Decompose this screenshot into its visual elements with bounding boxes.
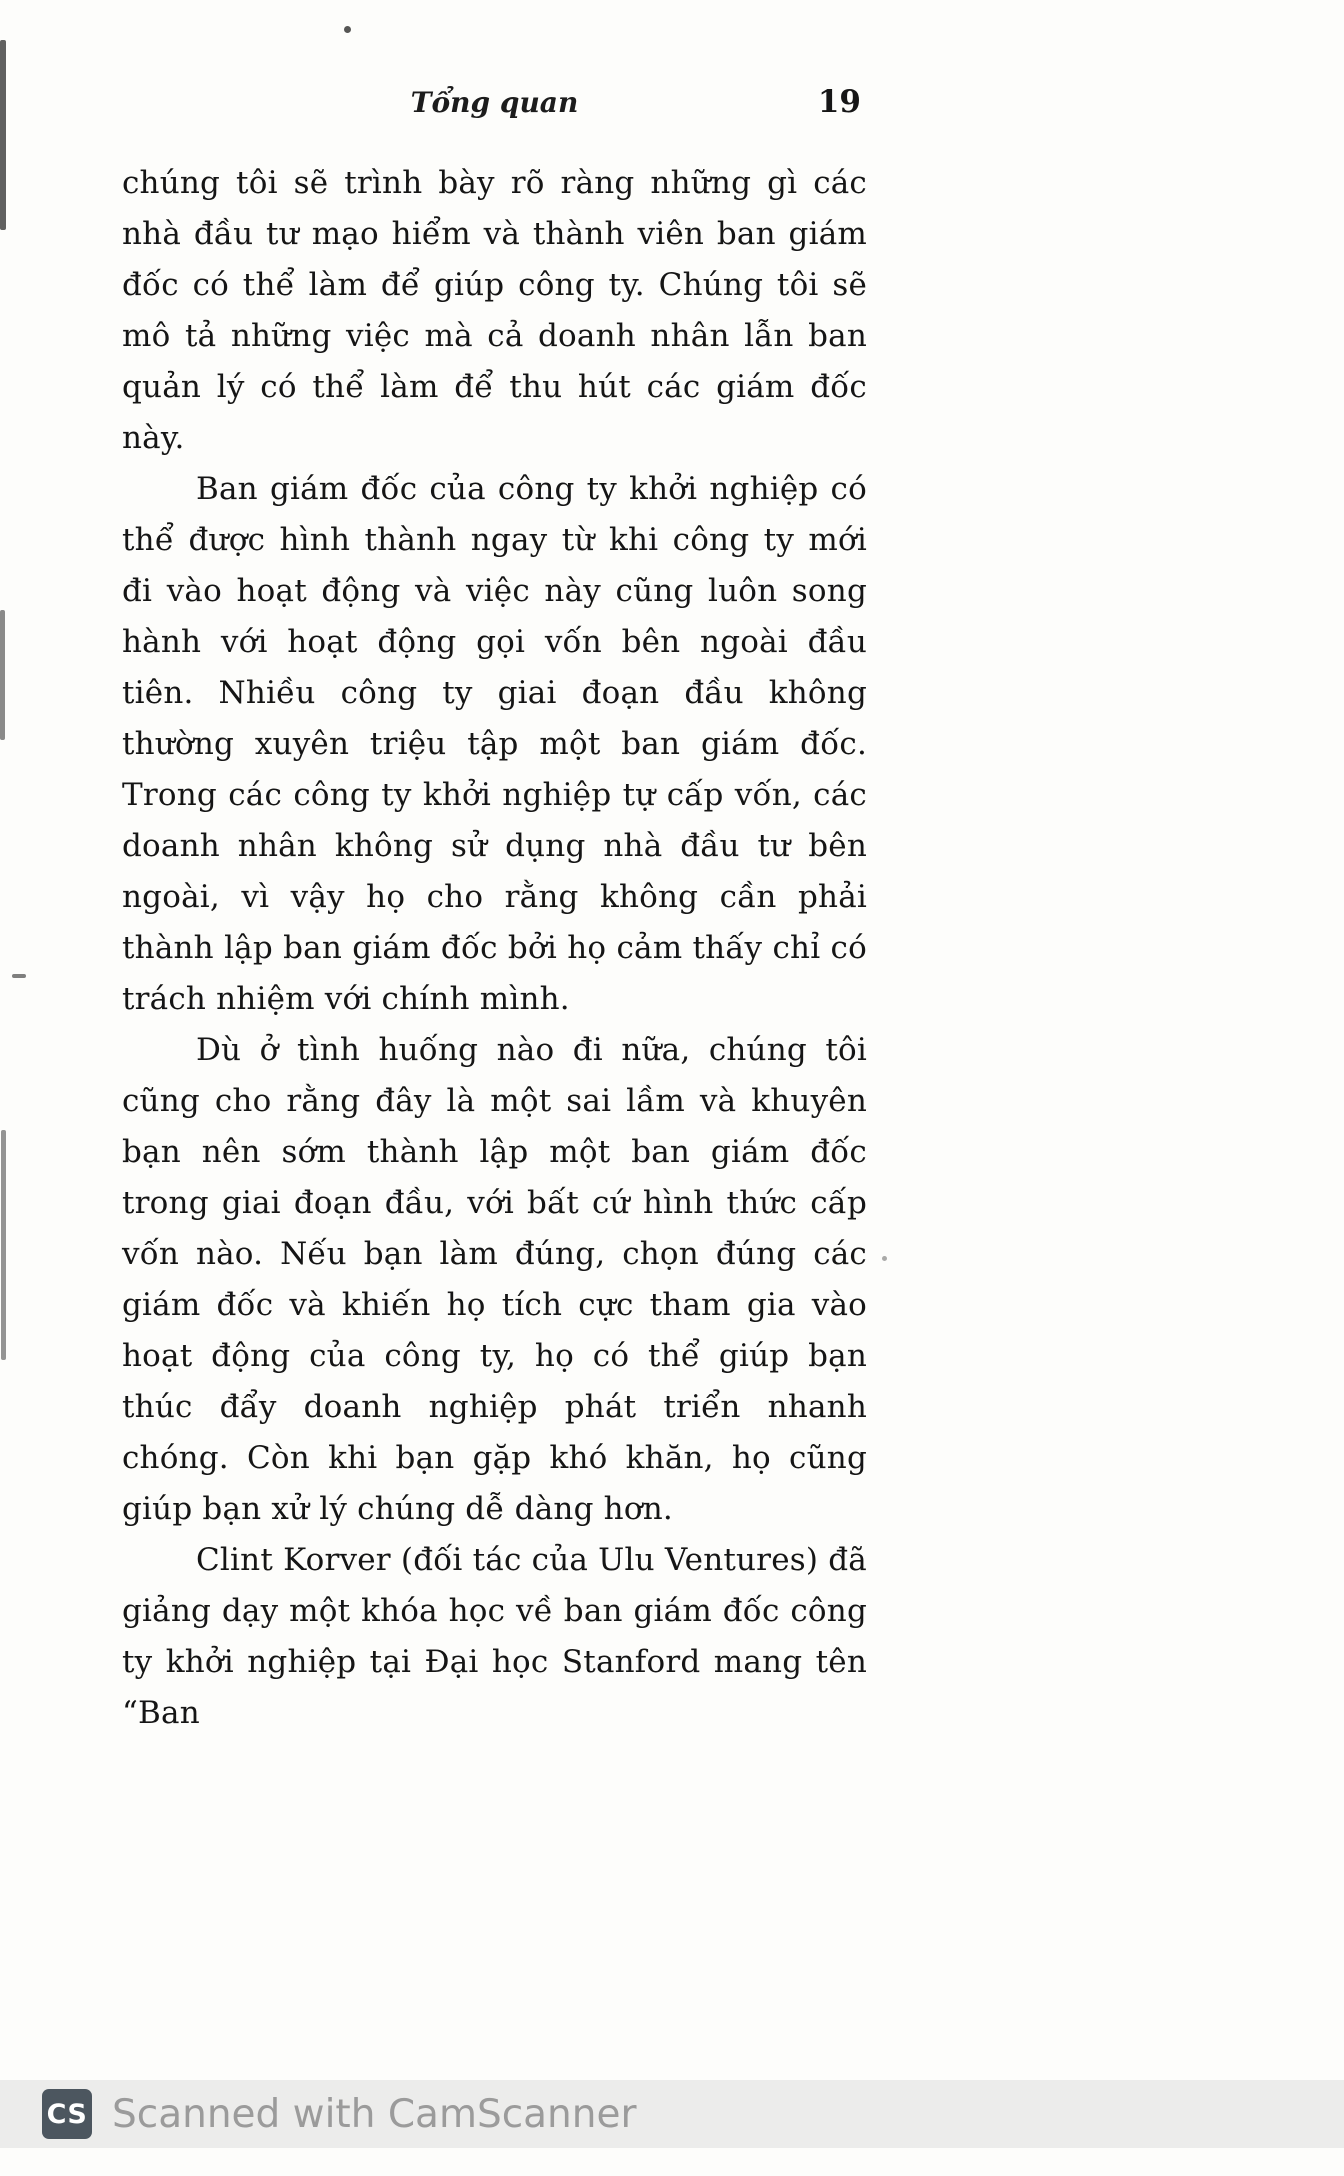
scan-edge-artifact xyxy=(0,610,5,740)
camscanner-watermark xyxy=(0,2080,1344,2148)
body-text xyxy=(122,158,867,1739)
page-header xyxy=(122,86,867,130)
scan-speck-artifact xyxy=(344,26,351,33)
scan-dash-artifact xyxy=(12,974,26,978)
paragraph: chúng tôi sẽ trình bày rõ ràng những gì các nhà đầu tư mạo hiểm và thành viên ban giám đốc có thể làm để giúp công ty. Chúng tôi sẽ mô tả những việc mà cả doanh nhân lẫn ban quản lý có thể làm để thu hút các giám đốc này. xyxy=(122,165,867,456)
camscanner-logo-text: CS xyxy=(46,2098,88,2130)
paragraph: Ban giám đốc của công ty khởi nghiệp có thể được hình thành ngay từ khi công ty mới đi vào hoạt động và việc này cũng luôn song hành với hoạt động gọi vốn bên ngoài đầu tiên. Nhiều công ty giai đoạn đầu không thường xuyên triệu tập một ban giám đốc. Trong các công ty khởi nghiệp tự cấp vốn, các doanh nhân không sử dụng nhà đầu tư bên ngoài, vì vậy họ cho rằng không cần phải thành lập ban giám đốc bởi họ cảm thấy chỉ có trách nhiệm với chính mình. xyxy=(122,471,867,1017)
paragraph: Dù ở tình huống nào đi nữa, chúng tôi cũng cho rằng đây là một sai lầm và khuyên bạn nên sớm thành lập một ban giám đốc trong giai đoạn đầu, với bất cứ hình thức cấp vốn nào. Nếu bạn làm đúng, chọn đúng các giám đốc và khiến họ tích cực tham gia vào hoạt động của công ty, họ có thể giúp bạn thúc đẩy doanh nghiệp phát triển nhanh chóng. Còn khi bạn gặp khó khăn, họ cũng giúp bạn xử lý chúng dễ dàng hơn. xyxy=(122,1032,867,1527)
scan-edge-artifact xyxy=(0,40,6,230)
watermark-text: Scanned with CamScanner xyxy=(112,2091,637,2137)
scan-speck-artifact xyxy=(882,1256,887,1261)
camscanner-logo-icon xyxy=(42,2089,92,2139)
scan-edge-artifact xyxy=(1,1130,6,1360)
running-title: Tổng quan xyxy=(410,86,579,119)
page-number: 19 xyxy=(817,84,861,120)
book-page xyxy=(122,86,867,1739)
paragraph: Clint Korver (đối tác của Ulu Ventures) đã giảng dạy một khóa học về ban giám đốc công ty khởi nghiệp tại Đại học Stanford mang tên “Ban xyxy=(122,1542,867,1731)
